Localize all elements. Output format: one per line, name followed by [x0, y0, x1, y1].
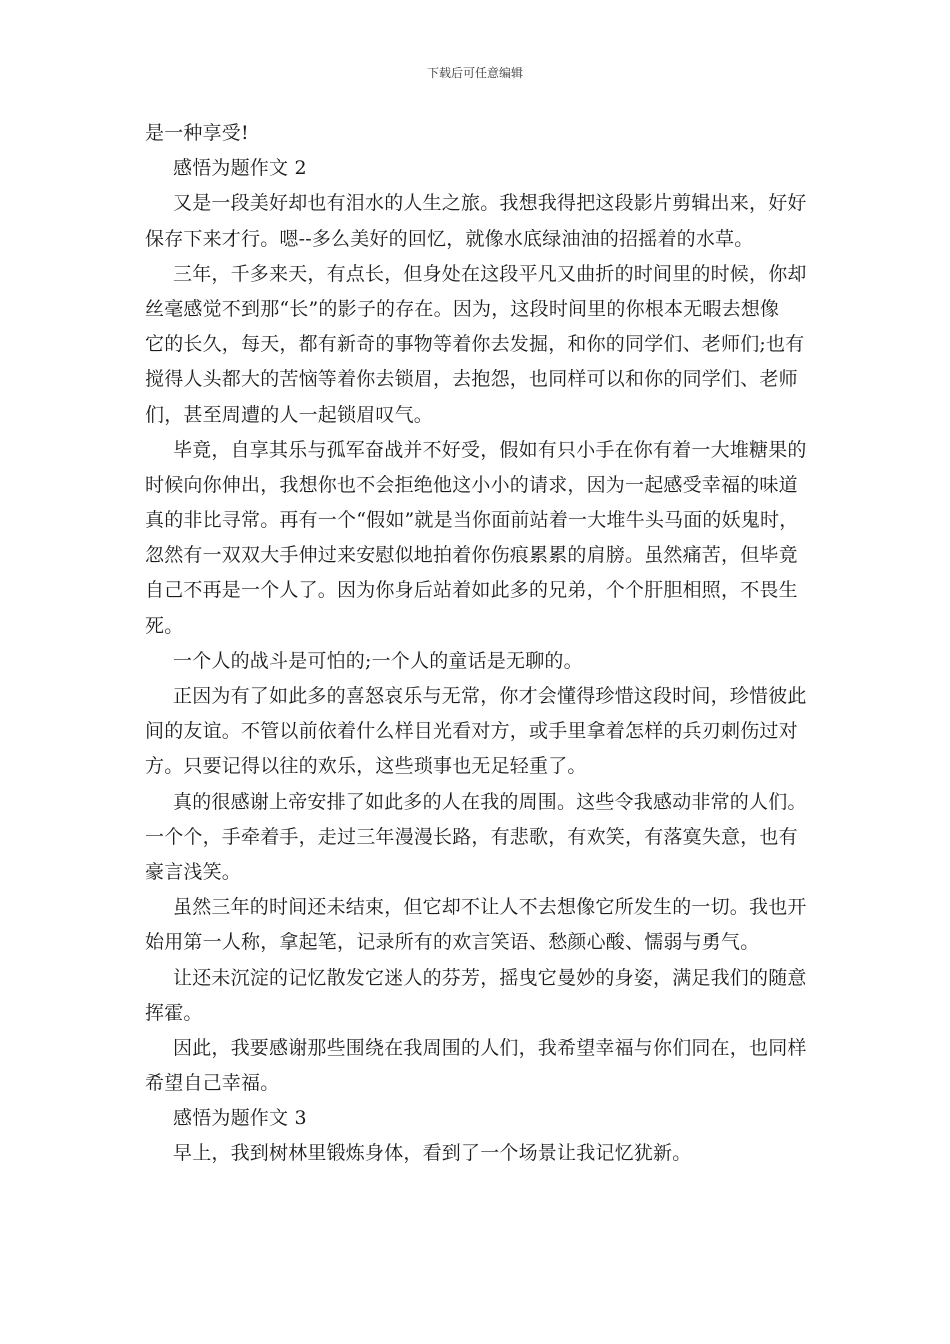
text-line: 虽然三年的时间还未结束，但它却不让人不去想像它所发生的一切。我也开: [173, 896, 807, 919]
text-line: 豪言浅笑。: [145, 860, 242, 883]
text-line: 它的长久，每天，都有新奇的事物等着你去发掘，和你的同学们、老师们;也有: [145, 333, 805, 356]
text-line: 三年，千多来天，有点长，但身处在这段平凡又曲折的时间里的时候，你却: [173, 262, 807, 285]
text-line: 感悟为题作文 3: [173, 1107, 307, 1130]
text-line: 正因为有了如此多的喜怒哀乐与无常，你才会懂得珍惜这段时间，珍惜彼此: [173, 685, 807, 707]
text-line: 死。: [145, 614, 184, 637]
text-line: 一个人的战斗是可怕的;一个人的童话是无聊的。: [173, 649, 583, 672]
text-line: 自己不再是一个人了。因为你身后站着如此多的兄弟，个个肝胆相照，不畏生: [145, 579, 798, 602]
text-line: 搅得人头都大的苦恼等着你去锁眉，去抱怨，也同样可以和你的同学们、老师: [145, 368, 798, 391]
text-line: 间的友谊。不管以前依着什么样目光看对方，或手里拿着怎样的兵刃刺伤过对: [145, 720, 798, 743]
text-line: 希望自己幸福。: [145, 1072, 280, 1095]
text-line: 早上，我到树林里锻炼身体，看到了一个场景让我记忆犹新。: [173, 1142, 692, 1165]
text-line: 真的非比寻常。再有一个“假如”就是当你面前站着一大堆牛头马面的妖鬼时，: [145, 509, 799, 532]
text-line: 保存下来才行。嗯--多么美好的回忆，就像水底绿油油的招摇着的水草。: [145, 227, 754, 250]
text-line: 真的很感谢上帝安排了如此多的人在我的周围。这些令我感动非常的人们。: [173, 790, 807, 813]
text-line: 挥霍。: [145, 1001, 203, 1024]
text-line: 毕竟，自享其乐与孤军奋战并不好受，假如有只小手在你有着一大堆糖果的: [173, 438, 807, 461]
header-note: 下载后可任意编辑: [426, 66, 523, 80]
text-line: 因此，我要感谢那些围绕在我周围的人们，我希望幸福与你们同在，也同样: [173, 1036, 807, 1059]
text-line: 一个个，手牵着手，走过三年漫漫长路，有悲歌，有欢笑，有落寞失意，也有: [145, 825, 798, 848]
text-line: 忽然有一双双大手伸过来安慰似地拍着你伤痕累累的肩膀。虽然痛苦，但毕竟: [145, 544, 798, 567]
document-body: [145, 116, 817, 1172]
text-line: 方。只要记得以往的欢乐，这些琐事也无足轻重了。: [145, 755, 587, 778]
text-line: 感悟为题作文 2: [173, 157, 307, 180]
text-line: 让还未沉淀的记忆散发它迷人的芬芳，摇曳它曼妙的身姿，满足我们的随意: [173, 966, 807, 989]
text-line: 时候向你伸出，我想你也不会拒绝他这小小的请求，因为一起感受幸福的味道: [145, 473, 798, 496]
text-line: 丝毫感觉不到那“长”的影子的存在。因为，这段时间里的你根本无暇去想像: [145, 297, 780, 320]
text-line: 又是一段美好却也有泪水的人生之旅。我想我得把这段影片剪辑出来，好好: [173, 192, 807, 215]
text-line: 是一种享受!: [145, 122, 249, 144]
text-line: 始用第一人称，拿起笔，记录所有的欢言笑语、愁颜心酸、懦弱与勇气。: [145, 931, 760, 954]
text-line: 们，甚至周遭的人一起锁眉叹气。: [145, 403, 434, 426]
